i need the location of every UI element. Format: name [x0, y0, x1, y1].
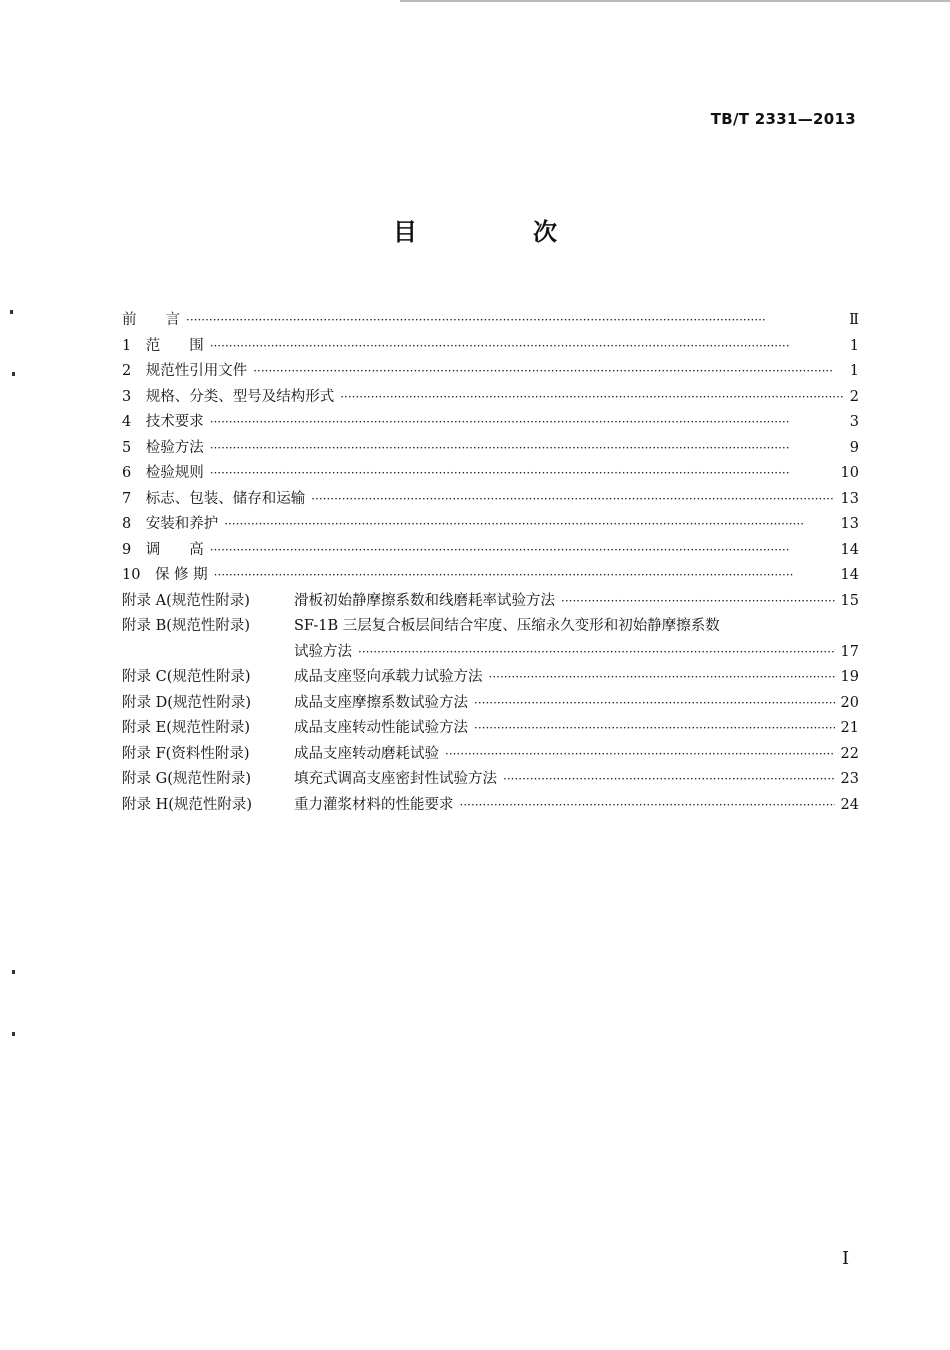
toc-label: 2 规范性引用文件	[122, 363, 248, 379]
toc-page: 9	[849, 439, 859, 456]
scan-mark	[10, 310, 13, 314]
scan-mark	[12, 372, 15, 376]
toc-label: 10 保 修 期	[122, 567, 208, 583]
toc-title: 滑板初始静摩擦系数和线磨耗率试验方法	[294, 592, 555, 609]
toc-item-inspection-rules[interactable]	[122, 461, 859, 487]
toc-page: 24	[840, 796, 859, 813]
scan-mark	[12, 970, 15, 974]
toc-item-appendix-h[interactable]	[122, 793, 859, 819]
toc-page: 20	[840, 694, 859, 711]
toc-title: 成品支座摩擦系数试验方法	[294, 694, 468, 711]
dot-leader	[210, 339, 843, 353]
toc-page: 17	[840, 643, 859, 660]
dot-leader	[445, 747, 835, 761]
toc-item-warranty[interactable]	[122, 563, 859, 589]
dot-leader	[253, 364, 843, 378]
toc-label: 7 标志、包装、储存和运输	[122, 490, 306, 507]
toc-page: 1	[849, 363, 859, 379]
dot-leader	[210, 543, 835, 557]
toc-item-appendix-b[interactable]	[122, 614, 859, 640]
toc-item-normative-references[interactable]	[122, 359, 859, 385]
toc-item-marking-packaging[interactable]	[122, 487, 859, 513]
toc-page: 13	[840, 516, 859, 532]
toc-page: 1	[849, 337, 859, 354]
scan-mark	[12, 1032, 15, 1036]
dot-leader	[474, 721, 835, 735]
dot-leader	[489, 670, 835, 684]
toc-title: 填充式调高支座密封性试验方法	[294, 771, 497, 787]
dot-leader	[210, 466, 835, 480]
dot-leader	[474, 696, 835, 710]
toc-title: SF-1B 三层复合板层间结合牢度、压缩永久变形和初始静摩擦系数	[294, 618, 720, 634]
toc-title: 成品支座转动磨耗试验	[294, 745, 439, 762]
toc-page: 15	[840, 592, 859, 609]
toc-page: 13	[840, 490, 859, 507]
scan-edge-line	[400, 0, 950, 2]
toc-title: 成品支座竖向承载力试验方法	[294, 669, 483, 685]
toc-page: 14	[840, 541, 859, 558]
toc-label: 附录 H(规范性附录)	[122, 796, 253, 813]
toc-page: 21	[840, 720, 859, 736]
toc-label: 4 技术要求	[122, 414, 204, 430]
toc-label: 附录 E(规范性附录)	[122, 720, 251, 736]
toc-item-appendix-f[interactable]	[122, 742, 859, 768]
dot-leader	[311, 492, 834, 506]
dot-leader	[224, 517, 834, 531]
toc-page: 23	[840, 771, 859, 787]
toc-item-appendix-g[interactable]	[122, 767, 859, 793]
toc-item-foreword[interactable]	[122, 308, 859, 334]
toc-label: 3 规格、分类、型号及结构形式	[122, 388, 335, 405]
dot-leader	[561, 594, 835, 608]
toc-label: 5 检验方法	[122, 439, 204, 456]
page-title: 目 次	[393, 218, 603, 246]
toc-page: 3	[849, 414, 859, 430]
toc-label: 附录 B(规范性附录)	[122, 618, 251, 634]
toc-item-technical-requirements[interactable]	[122, 410, 859, 436]
dot-leader	[186, 313, 843, 327]
toc-label: 附录 C(规范性附录)	[122, 669, 251, 685]
toc-item-installation[interactable]	[122, 512, 859, 538]
toc-label: 前 言	[122, 312, 180, 328]
toc-label: 附录 D(规范性附录)	[122, 694, 252, 711]
toc-label: 1 范 围	[122, 337, 204, 354]
toc-label: 9 调 高	[122, 541, 204, 558]
toc-page: 2	[849, 388, 859, 405]
toc-item-scope[interactable]	[122, 334, 859, 360]
dot-leader	[460, 798, 835, 812]
toc-page: 10	[840, 465, 859, 481]
dot-leader	[210, 415, 843, 429]
toc-page: 14	[840, 567, 859, 583]
dot-leader	[214, 568, 835, 582]
toc-item-specifications[interactable]	[122, 385, 859, 411]
toc-page: 22	[840, 745, 859, 762]
toc-item-test-methods[interactable]	[122, 436, 859, 462]
toc-label: 6 检验规则	[122, 465, 204, 481]
toc-label: 附录 F(资料性附录)	[122, 745, 250, 762]
toc-page: 19	[840, 669, 859, 685]
toc-item-height-adjustment[interactable]	[122, 538, 859, 564]
dot-leader	[503, 772, 835, 786]
toc-title: 试验方法	[294, 643, 352, 660]
page-number: I	[842, 1248, 850, 1269]
toc-item-appendix-b-continued[interactable]	[122, 640, 859, 666]
toc-item-appendix-d[interactable]	[122, 691, 859, 717]
toc-item-appendix-a[interactable]	[122, 589, 859, 615]
dot-leader	[340, 390, 843, 404]
toc-label: 附录 G(规范性附录)	[122, 771, 252, 787]
toc-title: 成品支座转动性能试验方法	[294, 720, 468, 736]
table-of-contents	[122, 308, 859, 818]
dot-leader	[210, 441, 843, 455]
toc-item-appendix-c[interactable]	[122, 665, 859, 691]
document-code: TB/T 2331—2013	[710, 110, 856, 128]
toc-title: 重力灌浆材料的性能要求	[294, 796, 454, 813]
toc-item-appendix-e[interactable]	[122, 716, 859, 742]
toc-page: Ⅱ	[849, 312, 859, 328]
toc-label: 附录 A(规范性附录)	[122, 592, 250, 609]
toc-label: 8 安装和养护	[122, 516, 219, 532]
dot-leader	[358, 645, 835, 659]
